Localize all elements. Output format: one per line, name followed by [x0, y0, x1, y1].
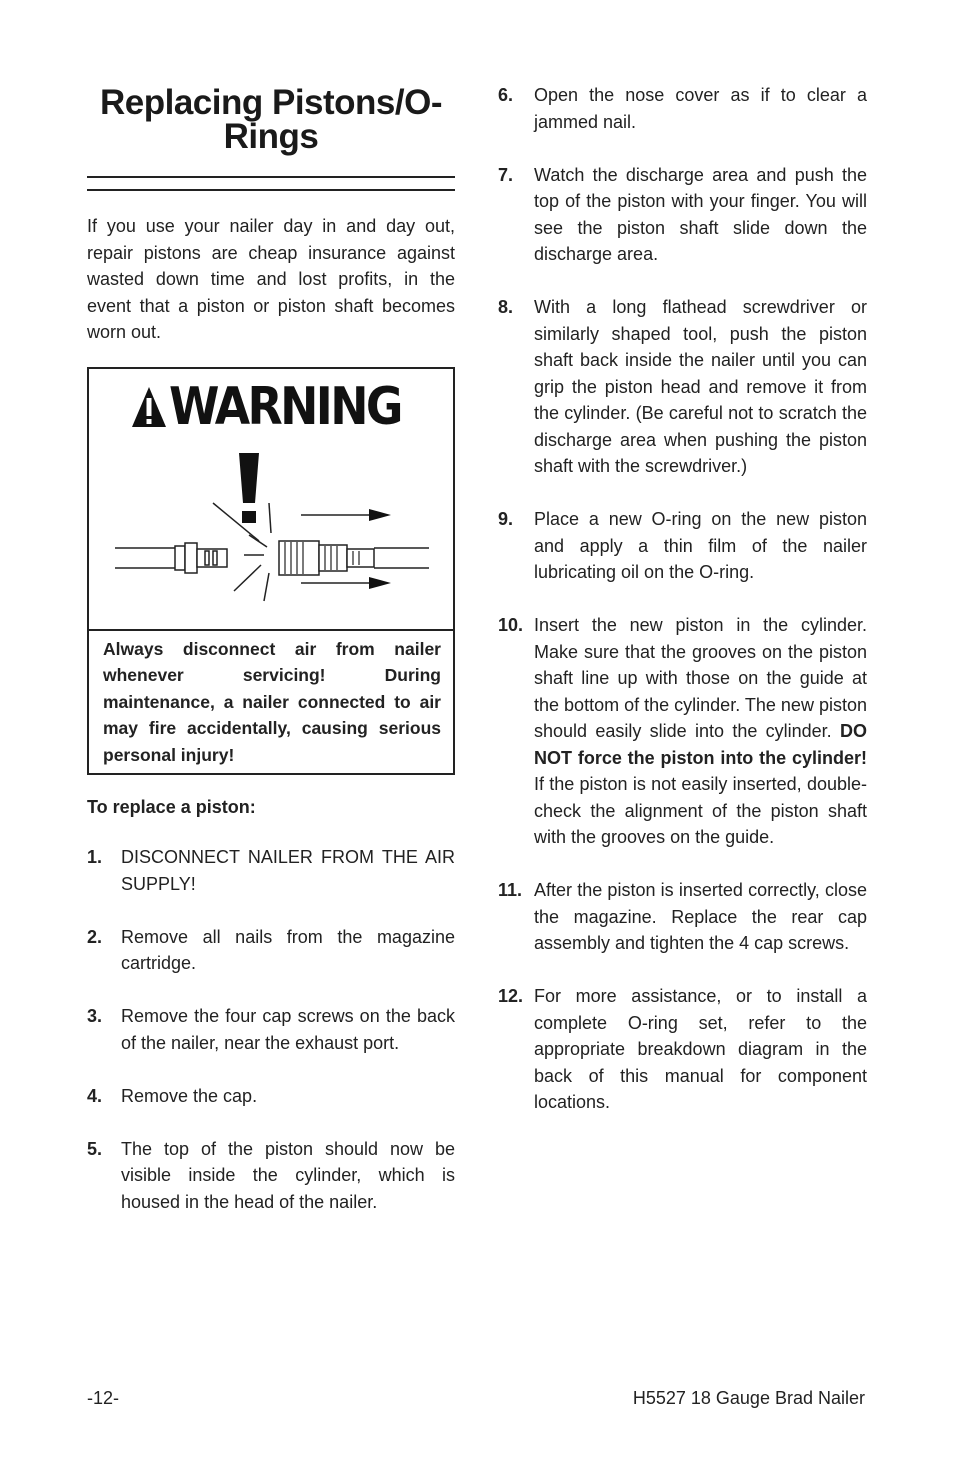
footer-model: H5527 18 Gauge Brad Nailer	[632, 1388, 865, 1408]
step-text-part: Insert the new piston in the cylinder. Make sure that the grooves on the piston shaft line up with those on the guide at the bottom of the cylinder. The new piston should easily slide into the cylinder.	[534, 615, 867, 741]
disconnect-air-hose-illustration	[89, 443, 453, 623]
step-text: Remove all nails from the magazine cartridge.	[121, 926, 455, 973]
step-number: 1.	[87, 847, 103, 867]
step-item	[87, 1083, 455, 1110]
step-text: Watch the discharge area and push the top of the piston with your finger. You will see the piston shaft slide down the discharge area.	[534, 164, 867, 264]
step-number: 3.	[87, 1006, 103, 1026]
step-item	[498, 877, 867, 957]
step-item	[498, 612, 867, 851]
step-text: The top of the piston should now be visible inside the cylinder, which is housed in the head of the nailer.	[121, 1138, 455, 1212]
step-number: 8.	[498, 297, 514, 317]
step-number: 2.	[87, 926, 103, 947]
intro-paragraph: If you use your nailer day in and day out, repair pistons are cheap insurance against wasted down time and lost profits, in the event that a piston or piston shaft becomes worn out.	[87, 216, 455, 342]
steps-list-right	[498, 82, 867, 1116]
step-text: After the piston is inserted correctly, close the magazine. Replace the rear cap assembly and tighten the 4 cap screws.	[534, 880, 867, 953]
step-item	[87, 844, 455, 897]
step-text: Open the nose cover as if to clear a jammed nail.	[534, 85, 867, 132]
step-item	[87, 1003, 455, 1056]
step-number: 10.	[498, 615, 524, 635]
step-text: Remove the four cap screws on the back of the nailer, near the exhaust port.	[121, 1006, 455, 1053]
step-number: 11.	[498, 880, 523, 900]
steps-list-left	[87, 844, 455, 1215]
step-item	[498, 294, 867, 480]
step-text: Remove the cap.	[121, 1085, 258, 1106]
warning-triangle-icon	[131, 385, 167, 429]
step-number: 4.	[87, 1085, 103, 1106]
step-item	[498, 162, 867, 268]
warning-graphic-panel	[89, 369, 453, 631]
step-text-part: If the piston is not easily inserted, double-check the alignment of the piston shaft with the grooves on the guide.	[534, 774, 867, 847]
step-item	[498, 983, 867, 1116]
left-column	[87, 83, 455, 1215]
warning-heading: WARNING	[169, 376, 401, 437]
step-item	[498, 506, 867, 586]
step-number: 9.	[498, 509, 514, 529]
step-text: DISCONNECT NAILER FROM THE AIR SUPPLY!	[121, 847, 455, 894]
warning-header	[131, 376, 432, 437]
page-number: -12-	[87, 1388, 120, 1408]
step-number: 7.	[498, 164, 514, 185]
step-text: With a long flathead screwdriver or similarly shaped tool, push the piston shaft back inside the nailer until you can grip the piston head and remove it from the cylinder. (Be careful not to scratch the discharge area when pushing the piston shaft with the screwdriver.)	[534, 297, 867, 476]
step-text: Place a new O-ring on the new piston and apply a thin film of the nailer lubricating oil on the O-ring.	[534, 509, 867, 582]
step-number: 6.	[498, 85, 514, 105]
exclamation-icon	[239, 453, 259, 523]
step-number: 12.	[498, 986, 524, 1006]
step-item	[87, 924, 455, 977]
step-item	[87, 1136, 455, 1216]
right-column	[498, 82, 867, 1116]
procedure-subheading: To replace a piston:	[87, 796, 256, 817]
step-number: 5.	[87, 1138, 103, 1159]
title-divider	[87, 176, 455, 191]
warning-box	[87, 367, 455, 775]
warning-text: Always disconnect air from nailer whenever servicing! During maintenance, a nailer connected to air may fire accidentally, causing serious personal injury!	[103, 638, 441, 765]
page-title: Replacing Pistons/O-Rings	[100, 83, 442, 156]
step-text: For more assistance, or to install a complete O-ring set, refer to the appropriate breakdown diagram in the back of this manual for component locations.	[534, 986, 867, 1112]
step-caution-bold: DO NOT force the piston into the cylinder!	[534, 721, 867, 768]
step-item	[498, 82, 867, 135]
step-text	[534, 612, 867, 851]
